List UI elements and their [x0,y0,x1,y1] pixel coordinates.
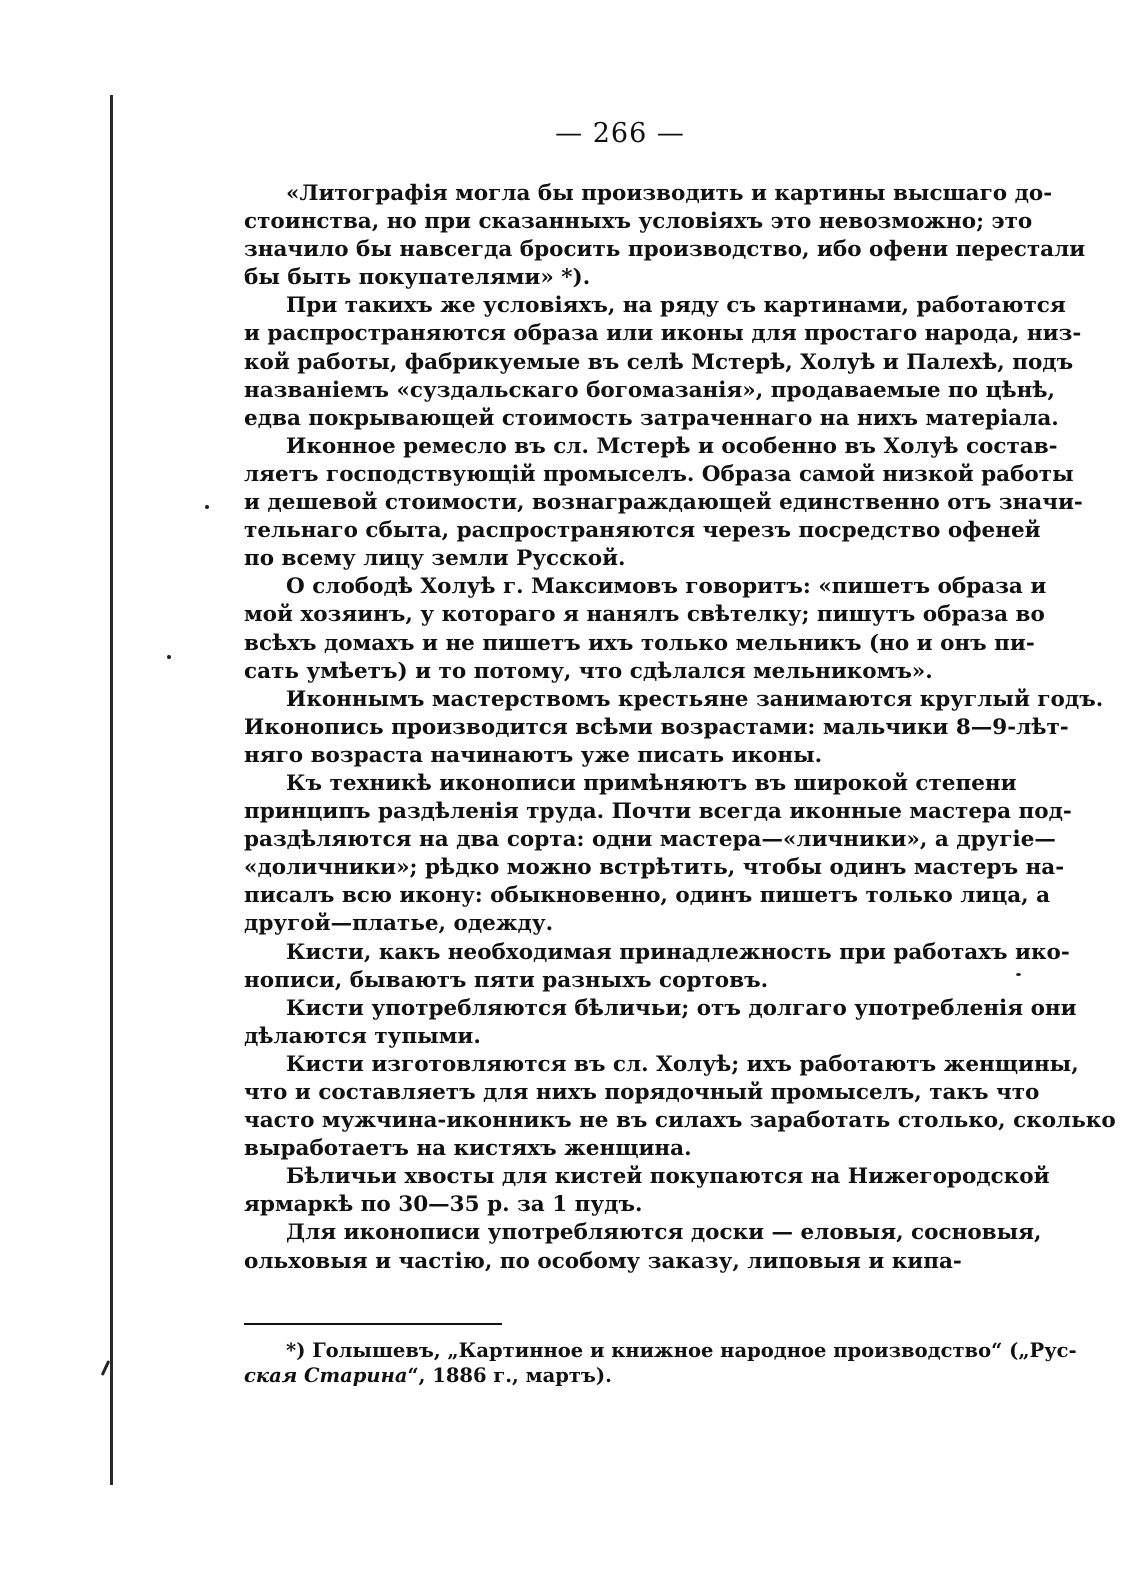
footnote-source-title: ская Старина [244,1364,408,1387]
text-line: Бѣличьи хвосты для кистей покупаются на Нижегородской [286,1164,1050,1190]
paragraph [244,939,1070,995]
body-text [244,180,1116,1276]
paragraph [244,180,1086,292]
text-line: нописи, бываютъ пяти разныхъ сортовъ. [244,967,769,993]
text-line: ярмаркѣ по 30—35 р. за 1 пудъ. [244,1192,643,1218]
paragraph [244,1219,1042,1275]
text-line: всѣхъ домахъ и не пишетъ ихъ только мельникъ (но и онъ пи- [244,630,1035,656]
text-line: «доличники»; рѣдко можно встрѣтить, чтобы одинъ мастеръ на- [244,855,1065,881]
text-line: выработаетъ на кистяхъ женщина. [244,1136,692,1162]
text-line: и распространяются образа или иконы для простаго народа, низ- [244,321,1082,347]
text-line: писалъ всю икону: обыкновенно, одинъ пишетъ только лица, а [244,883,1051,909]
margin-speck [167,655,171,659]
text-line: няго возраста начинаютъ уже писать иконы. [244,742,823,768]
paragraph [244,573,1047,685]
text-line: по всему лицу земли Русской. [244,546,626,572]
text-line: Для иконописи употребляются доски — еловыя, сосновыя, [286,1220,1042,1246]
paragraph [244,1051,1116,1163]
text-line: стоинства, но при сказанныхъ условіяхъ это невозможно; это [244,209,1033,235]
margin-speck [101,1360,110,1376]
footnote-line-2 [244,1363,992,1388]
paragraph [244,292,1082,432]
text-line: Къ техникѣ иконописи примѣняютъ въ широкой степени [286,770,1017,796]
text-line: тельнаго сбыта, распространяются черезъ посредство офеней [244,518,1041,544]
text-line: едва покрывающей стоимость затраченнаго на нихъ матеріала. [244,405,1059,431]
text-line: сать умѣетъ) и то потому, что сдѣлался мельникомъ». [244,658,933,684]
text-line: Иконнымъ мастерствомъ крестьяне занимаются круглый годъ. [286,686,1104,712]
paragraph [244,433,1083,573]
paragraph [244,995,1077,1051]
footnote-line-1: *) Голышевъ, „Картинное и книжное народное производство“ („Рус- [286,1339,1077,1362]
text-line: Кисти, какъ необходимая принадлежность при работахъ ико- [286,939,1070,965]
text-line: «Литографія могла бы производить и картины высшаго до- [286,181,1053,206]
text-line: При такихъ же условіяхъ, на ряду съ картинами, работаются [286,293,1066,319]
footnote-separator [244,1323,502,1325]
footnote [244,1338,1077,1388]
text-line: раздѣляются на два сорта: одни мастера—«личники», а другіе— [244,827,1056,853]
text-line: Кисти употребляются бѣличьи; отъ долгаго употребленія они [286,995,1077,1021]
paragraph [244,686,1104,770]
text-line: названіемъ «суздальскаго богомазанія», продаваемые по цѣнѣ, [244,377,1055,403]
text-line: часто мужчина-иконникъ не въ силахъ заработать столько, сколько [244,1108,1116,1134]
text-line: ляетъ господствующій промыселъ. Образа самой низкой работы [244,461,1074,487]
text-line: кой работы, фабрикуемые въ селѣ Мстерѣ, Холуѣ и Палехѣ, подъ [244,349,1074,375]
paragraph [244,1163,1050,1219]
text-line: дѣлаются тупыми. [244,1023,481,1049]
text-line: Иконное ремесло въ сл. Мстерѣ и особенно въ Холуѣ состав- [286,433,1058,459]
text-line: и дешевой стоимости, вознаграждающей единственно отъ значи- [244,490,1083,516]
text-line: бы быть покупателями» *). [244,265,591,291]
page-number: — 266 — [555,118,685,149]
text-line: О слободѣ Холуѣ г. Максимовъ говоритъ: «пишетъ образа и [286,574,1047,600]
footnote-source-details: “, 1886 г., мартъ). [407,1364,612,1387]
text-line: мой хозяинъ, у котораго я нанялъ свѣтелку; пишутъ образа во [244,602,1045,628]
text-line: значило бы навсегда бросить производство, ибо офени перестали [244,237,1086,263]
text-line: Кисти изготовляются въ сл. Холуѣ; ихъ работаютъ женщины, [286,1051,1079,1077]
text-line: что и составляетъ для нихъ порядочный промыселъ, такъ что [244,1080,1040,1105]
text-line: другой—платье, одежду. [244,911,554,937]
page-edge-line [110,95,113,1485]
text-line: принципъ раздѣленія труда. Почти всегда иконные мастера под- [244,799,1072,825]
margin-speck [1016,973,1021,976]
margin-speck [205,505,209,509]
text-line: ольховыя и частію, по особому заказу, липовыя и кипа- [244,1248,962,1274]
paragraph [244,770,1072,939]
text-line: Иконопись производится всѣми возрастами: мальчики 8—9-лѣт- [244,714,1069,740]
